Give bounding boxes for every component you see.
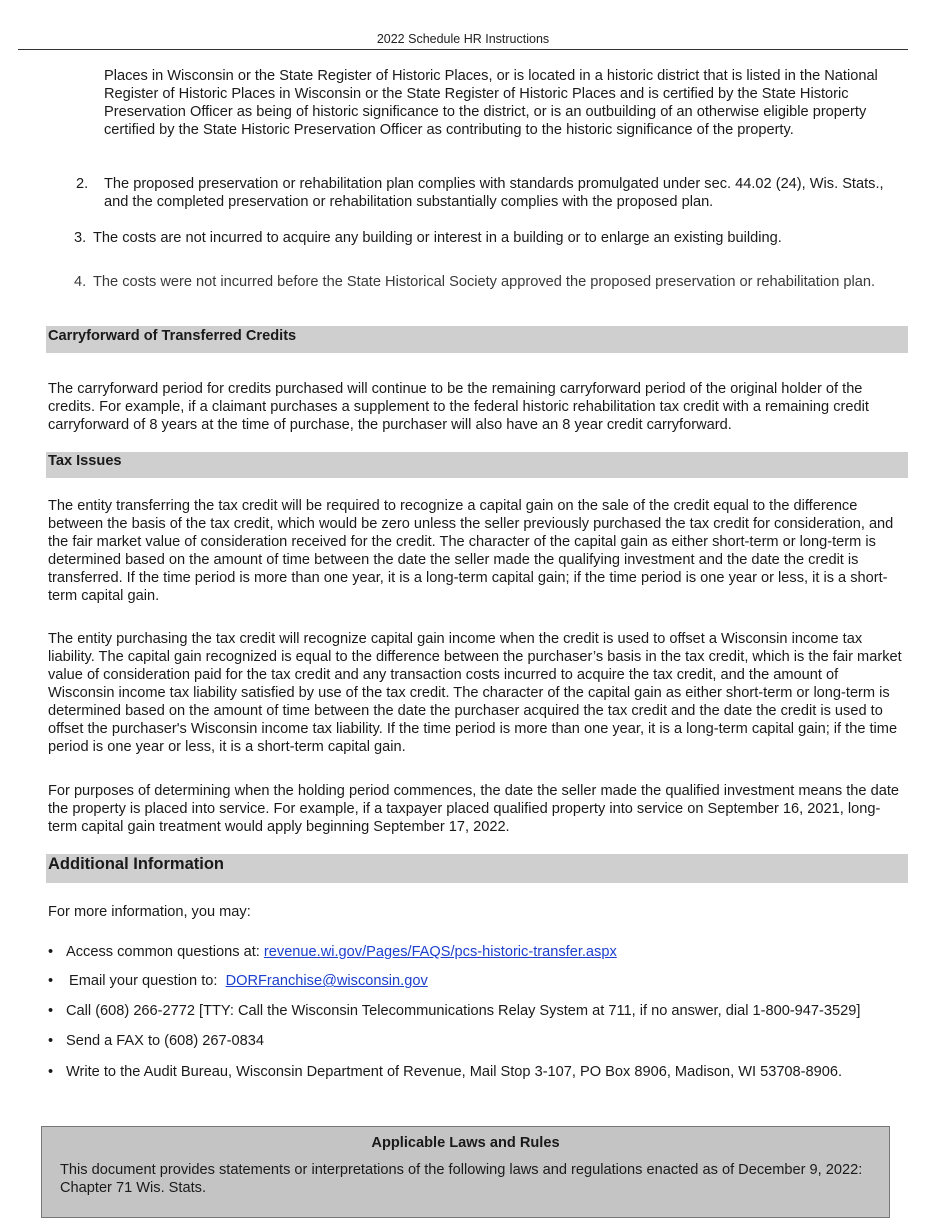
applicable-laws-box	[41, 1126, 890, 1218]
header-rule	[18, 49, 908, 50]
bullet-icon: •	[48, 1064, 54, 1080]
bullet-icon: •	[48, 944, 54, 960]
carryforward-body: The carryforward period for credits purchased will continue to be the remaining carryforward period of the original holder of the credits. For example, if a claimant purchases a supplement to the federal historic rehabilitation tax credit with a remaining credit carryforward of 8 years at the time of purchase, the purchaser will also have an 8 year credit carryforward.	[48, 381, 869, 433]
access-label: Access common questions at:	[66, 944, 264, 960]
email-link[interactable]: DORFranchise@wisconsin.gov	[225, 973, 428, 989]
criteria-item-text: The costs are not incurred to acquire any building or interest in a building or to enlarge an existing building.	[93, 230, 782, 246]
criteria-item-number: 2.	[76, 176, 89, 192]
additional-intro: For more information, you may:	[48, 904, 251, 920]
bullet-icon: •	[48, 1003, 54, 1019]
applicable-laws-title: Applicable Laws and Rules	[371, 1135, 560, 1151]
call-text: Call (608) 266-2772 [TTY: Call the Wisconsin Telecommunications Relay System at 711, if no answer, dial 1-800-947-3529]	[66, 1003, 861, 1019]
tax-issues-paragraph-2: The entity purchasing the tax credit will recognize capital gain income when the credit is used to offset a Wisconsin income tax liability. The capital gain recognized is equal to the difference between the purchaser’s basis in the tax credit, which is the fair market value of consideration paid for the tax credit and any transaction costs incurred to acquire the tax credit, and the amount of Wisconsin income tax liability satisfied by use of the tax credit. The character of the capital gain as either short-term or long-term is determined based on the amount of time between the date the purchaser acquired the tax credit and the date the credit is used to offset the purchaser's Wisconsin income tax liability. If the time period is more than one year, it is a long-term capital gain; if the time period is one year or less, it is a short-term capital gain.	[48, 631, 902, 755]
bullet-icon: •	[48, 973, 54, 989]
bullet-call	[48, 1002, 860, 1020]
section-heading-tax-issues: Tax Issues	[46, 452, 908, 478]
fax-text: Send a FAX to (608) 267-0834	[66, 1033, 264, 1049]
criteria-item-text: The costs were not incurred before the State Historical Society approved the proposed preservation or rehabilitation plan.	[93, 274, 876, 290]
bullet-icon: •	[48, 1033, 54, 1049]
criteria-item-4	[74, 273, 906, 291]
tax-issues-paragraph-1: The entity transferring the tax credit will be required to recognize a capital gain on the sale of the credit equal to the difference between the basis of the tax credit, which would be zero unless the seller previously purchased the tax credit for consideration, and the fair market value of consideration received for the credit. The character of the capital gain as either short-term or long-term is determined based on the amount of time between the date the seller made the qualifying investment and the date the credit is transferred. If the time period is more than one year, it is a long-term capital gain; if the time period is one year or less, it is a short-term capital gain.	[48, 498, 894, 604]
bullet-access	[48, 943, 617, 961]
bullet-fax	[48, 1032, 264, 1050]
bullet-write	[48, 1063, 842, 1081]
criteria-item-number: 4.	[74, 274, 87, 290]
page-header: 2022 Schedule HR Instructions	[376, 32, 550, 46]
section-heading-carryforward: Carryforward of Transferred Credits	[46, 326, 908, 353]
criteria-item-number: 3.	[74, 230, 87, 246]
criteria-item-2	[76, 175, 906, 211]
criteria-item-text: The proposed preservation or rehabilitation plan complies with standards promulgated under sec. 44.02 (24), Wis. Stats., and the completed preservation or rehabilitation substantially complies with the proposed plan.	[104, 176, 884, 210]
criteria-continuation: Places in Wisconsin or the State Register of Historic Places, or is located in a historic district that is listed in the National Register of Historic Places in Wisconsin or the State Register of Historic Places and is certified by the State Historic Preservation Officer as being of historic significance to the district, or is an outbuilding of an otherwise eligible property certified by the State Historic Preservation Officer as contributing to the historic significance of the property.	[104, 68, 878, 138]
faq-link[interactable]: revenue.wi.gov/Pages/FAQS/pcs-historic-transfer.aspx	[263, 944, 617, 960]
bullet-email	[48, 972, 428, 990]
applicable-laws-body: This document provides statements or interpretations of the following laws and regulations enacted as of December 9, 2022: Chapter 71 Wis. Stats.	[60, 1162, 863, 1196]
section-heading-additional-information: Additional Information	[46, 854, 908, 883]
tax-issues-paragraph-3: For purposes of determining when the holding period commences, the date the seller made the qualified investment means the date the property is placed into service. For example, if a taxpayer placed qualified property into service on September 16, 2021, long-term capital gain treatment would apply beginning September 17, 2022.	[48, 783, 899, 835]
criteria-item-3	[74, 229, 906, 247]
write-text: Write to the Audit Bureau, Wisconsin Department of Revenue, Mail Stop 3-107, PO Box 8906, Madison, WI 53708-8906.	[66, 1064, 843, 1080]
email-label: Email your question to:	[69, 973, 222, 989]
